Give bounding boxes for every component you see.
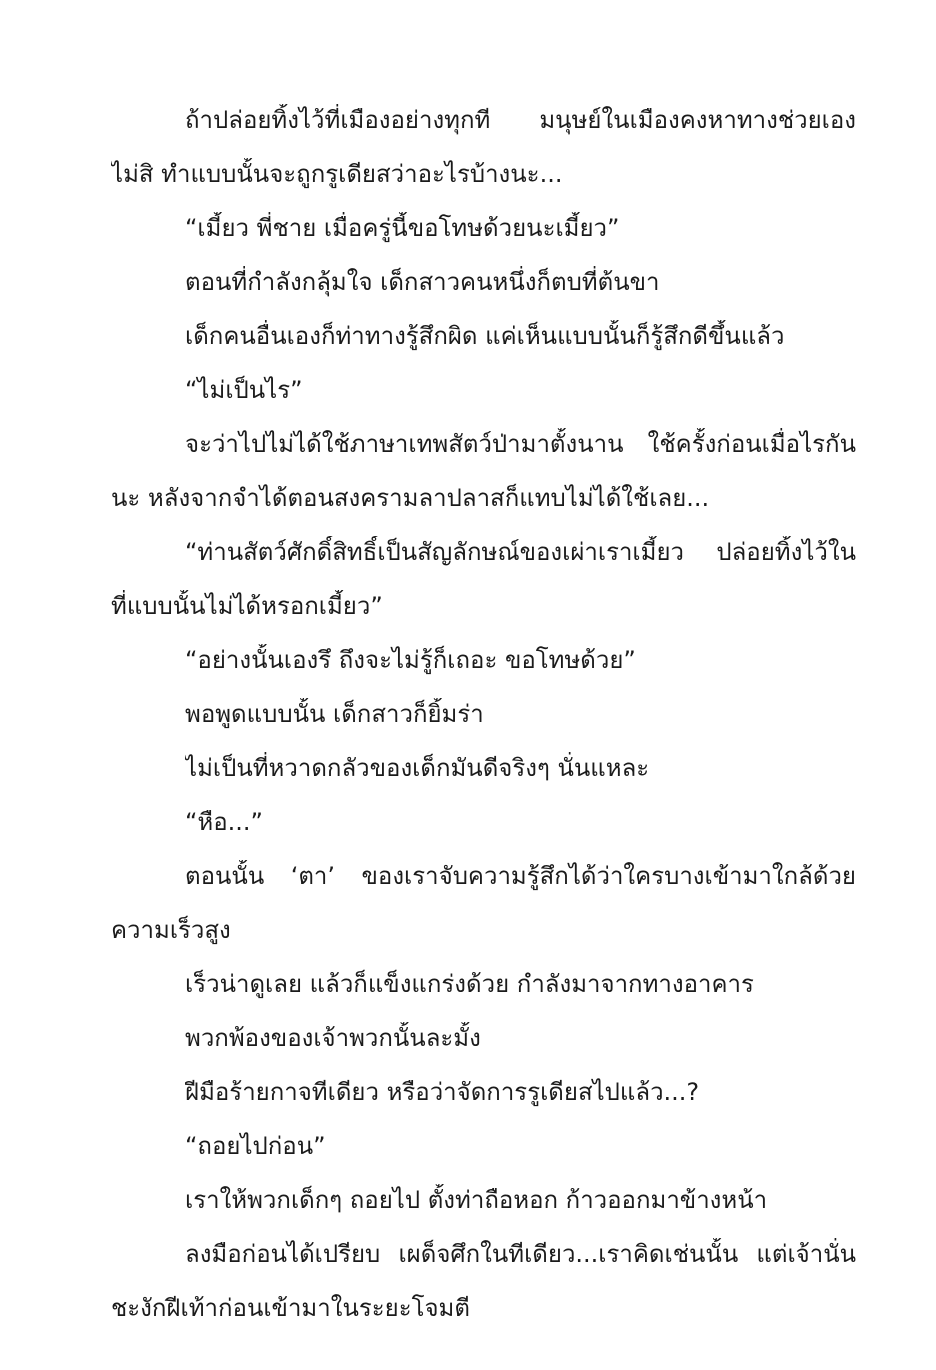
paragraph-line: “ไม่เป็นไร” xyxy=(185,376,303,404)
paragraph-line: ลงมือก่อนได้เปรียบ เผด็จศึกในทีเดียว...เราคิดเช่นนั้น แต่เจ้านั่น xyxy=(185,1240,856,1268)
paragraph-line: พวกพ้องของเจ้าพวกนั้นละมั้ง xyxy=(185,1024,481,1052)
paragraph-line: พอพูดแบบนั้น เด็กสาวก็ยิ้มร่า xyxy=(185,700,484,728)
paragraph-line: ถ้าปล่อยทิ้งไว้ที่เมืองอย่างทุกที มนุษย์ในเมืองคงหาทางช่วยเอง xyxy=(185,106,856,134)
paragraph-line: นะ หลังจากจำได้ตอนสงครามลาปลาสก็แทบไม่ได้ใช้เลย... xyxy=(111,484,710,512)
paragraph-line: ที่แบบนั้นไม่ได้หรอกเมี้ยว” xyxy=(111,592,383,620)
paragraph-line: “ถอยไปก่อน” xyxy=(185,1132,326,1160)
paragraph-line: ตอนที่กำลังกลุ้มใจ เด็กสาวคนหนึ่งก็ตบที่ต้นขา xyxy=(185,268,660,296)
paragraph-line: เราให้พวกเด็กๆ ถอยไป ตั้งท่าถือหอก ก้าวออกมาข้างหน้า xyxy=(185,1186,768,1214)
paragraph-line: “หือ...” xyxy=(185,808,263,836)
paragraph-line: ไม่เป็นที่หวาดกลัวของเด็กมันดีจริงๆ นั่นแหละ xyxy=(185,754,650,782)
paragraph-line: “อย่างนั้นเองรึ ถึงจะไม่รู้ก็เถอะ ขอโทษด้วย” xyxy=(185,646,636,674)
paragraph-line: จะว่าไปไม่ได้ใช้ภาษาเทพสัตว์ป่ามาตั้งนาน ใช้ครั้งก่อนเมื่อไรกัน xyxy=(185,430,856,458)
paragraph-line: ฝีมือร้ายกาจทีเดียว หรือว่าจัดการรูเดียสไปแล้ว...? xyxy=(185,1078,700,1106)
paragraph-line: ตอนนั้น ‘ตา’ ของเราจับความรู้สึกได้ว่าใครบางเข้ามาใกล้ด้วย xyxy=(185,862,856,890)
paragraph-line: “เมี้ยว พี่ชาย เมื่อครู่นี้ขอโทษด้วยนะเมี้ยว” xyxy=(185,214,620,242)
paragraph-line: เร็วน่าดูเลย แล้วก็แข็งแกร่งด้วย กำลังมาจากทางอาคาร xyxy=(185,970,754,998)
paragraph-line: ไม่สิ ทำแบบนั้นจะถูกรูเดียสว่าอะไรบ้างนะ... xyxy=(111,160,563,188)
paragraph-line: ชะงักฝีเท้าก่อนเข้ามาในระยะโจมตี xyxy=(111,1294,470,1322)
paragraph-line: “ท่านสัตว์ศักดิ์สิทธิ์เป็นสัญลักษณ์ของเผ่าเราเมี้ยว ปล่อยทิ้งไว้ใน xyxy=(185,538,856,566)
paragraph-line: เด็กคนอื่นเองก็ท่าทางรู้สึกผิด แค่เห็นแบบนั้นก็รู้สึกดีขึ้นแล้ว xyxy=(185,322,785,350)
paragraph-line: ความเร็วสูง xyxy=(111,916,231,944)
